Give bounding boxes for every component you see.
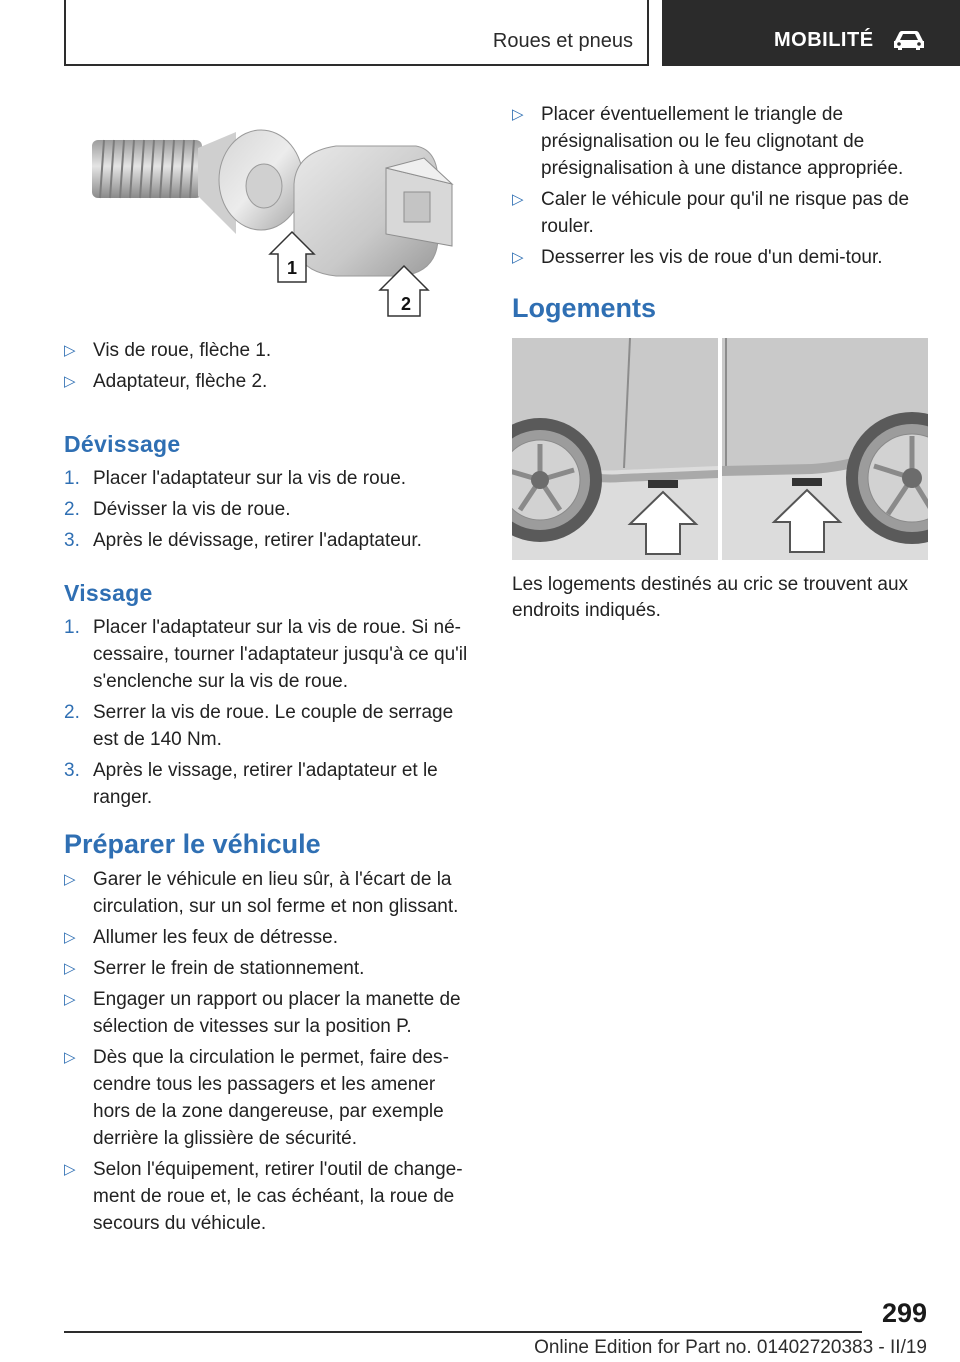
triangle-bullet-icon: ▷	[512, 249, 524, 266]
heading-preparer-vehicule: Préparer le véhicule	[64, 829, 321, 859]
preparer-list-continued	[512, 101, 928, 275]
triangle-bullet-icon: ▷	[64, 929, 76, 946]
triangle-bullet-icon: ▷	[64, 342, 76, 359]
step-item: 2. Serrer la vis de roue. Le couple de serrage est de 140 Nm.	[64, 702, 454, 750]
list-item: ▷ Caler le véhicule pour qu'il ne risque pas de rouler.	[512, 186, 928, 240]
callout-2: 2	[400, 294, 412, 314]
triangle-bullet-icon: ▷	[64, 960, 76, 977]
triangle-bullet-icon: ▷	[64, 991, 76, 1008]
step-item: 3. Après le vissage, retirer l'adaptateur et le ranger.	[64, 760, 438, 808]
triangle-bullet-icon: ▷	[64, 373, 76, 390]
list-item: ▷ Vis de roue, flèche 1.	[64, 337, 476, 364]
list-item: ▷ Placer éventuellement le triangle de présignalisation ou le feu clignotant de présignalisation à une distance appropriée.	[512, 101, 928, 182]
heading-logements: Logements	[512, 293, 657, 323]
list-item: ▷ Adaptateur, flèche 2.	[64, 368, 476, 395]
logements-description: Les logements destinés au cric se trouvent aux endroits indiqués.	[512, 574, 909, 621]
triangle-bullet-icon: ▷	[64, 1049, 76, 1066]
step-item: 1. Placer l'adaptateur sur la vis de roue. Si nécessaire, tourner l'adaptateur jusqu'à ce qu'il s'enclenche sur la vis de roue.	[64, 617, 468, 692]
footer-rule	[64, 1331, 862, 1333]
devissage-steps	[64, 465, 476, 558]
heading-vissage: Vissage	[64, 580, 153, 606]
jack-points-illustration	[512, 338, 928, 560]
page-number: 299	[881, 1298, 927, 1328]
step-item: 2. Dévisser la vis de roue.	[64, 499, 291, 520]
car-icon	[892, 28, 926, 52]
bolt-adapter-illustration	[86, 122, 482, 318]
vissage-steps	[64, 614, 476, 815]
heading-devissage: Dévissage	[64, 431, 181, 457]
list-item: ▷ Allumer les feux de détresse.	[64, 924, 476, 951]
triangle-bullet-icon: ▷	[512, 106, 524, 123]
list-item: ▷ Serrer le frein de stationnement.	[64, 955, 476, 982]
header-section-title: Roues et pneus	[492, 30, 633, 52]
header-frame	[64, 0, 649, 66]
figure-jack-points	[512, 338, 928, 560]
preparer-list	[64, 866, 476, 1241]
triangle-bullet-icon: ▷	[512, 191, 524, 208]
step-item: 3. Après le dévissage, retirer l'adaptateur.	[64, 530, 422, 551]
triangle-bullet-icon: ▷	[64, 871, 76, 888]
list-item: ▷ Engager un rapport ou placer la manette de sélection de vitesses sur la position P.	[64, 986, 476, 1040]
list-item: ▷ Desserrer les vis de roue d'un demi-tour.	[512, 244, 928, 271]
figure-bolt-adapter	[86, 122, 482, 318]
list-item: ▷ Selon l'équipement, retirer l'outil de changement de roue et, le cas échéant, la roue de secours du véhicule.	[64, 1156, 476, 1237]
footer-edition: Online Edition for Part no. 01402720383 - II/19	[534, 1337, 927, 1358]
step-item: 1. Placer l'adaptateur sur la vis de roue.	[64, 468, 407, 489]
triangle-bullet-icon: ▷	[64, 1161, 76, 1178]
callout-1: 1	[286, 258, 298, 278]
list-item: ▷ Garer le véhicule en lieu sûr, à l'écart de la circulation, sur un sol ferme et non glissant.	[64, 866, 476, 920]
figure-legend-list	[64, 337, 476, 399]
header-chapter-title: MOBILITÉ	[774, 29, 874, 51]
header-chapter-tab[interactable]	[662, 0, 960, 66]
list-item: ▷ Dès que la circulation le permet, faire descendre tous les passagers et les amener hors de la zone dangereuse, par exemple derrière la glissière de sécurité.	[64, 1044, 476, 1152]
